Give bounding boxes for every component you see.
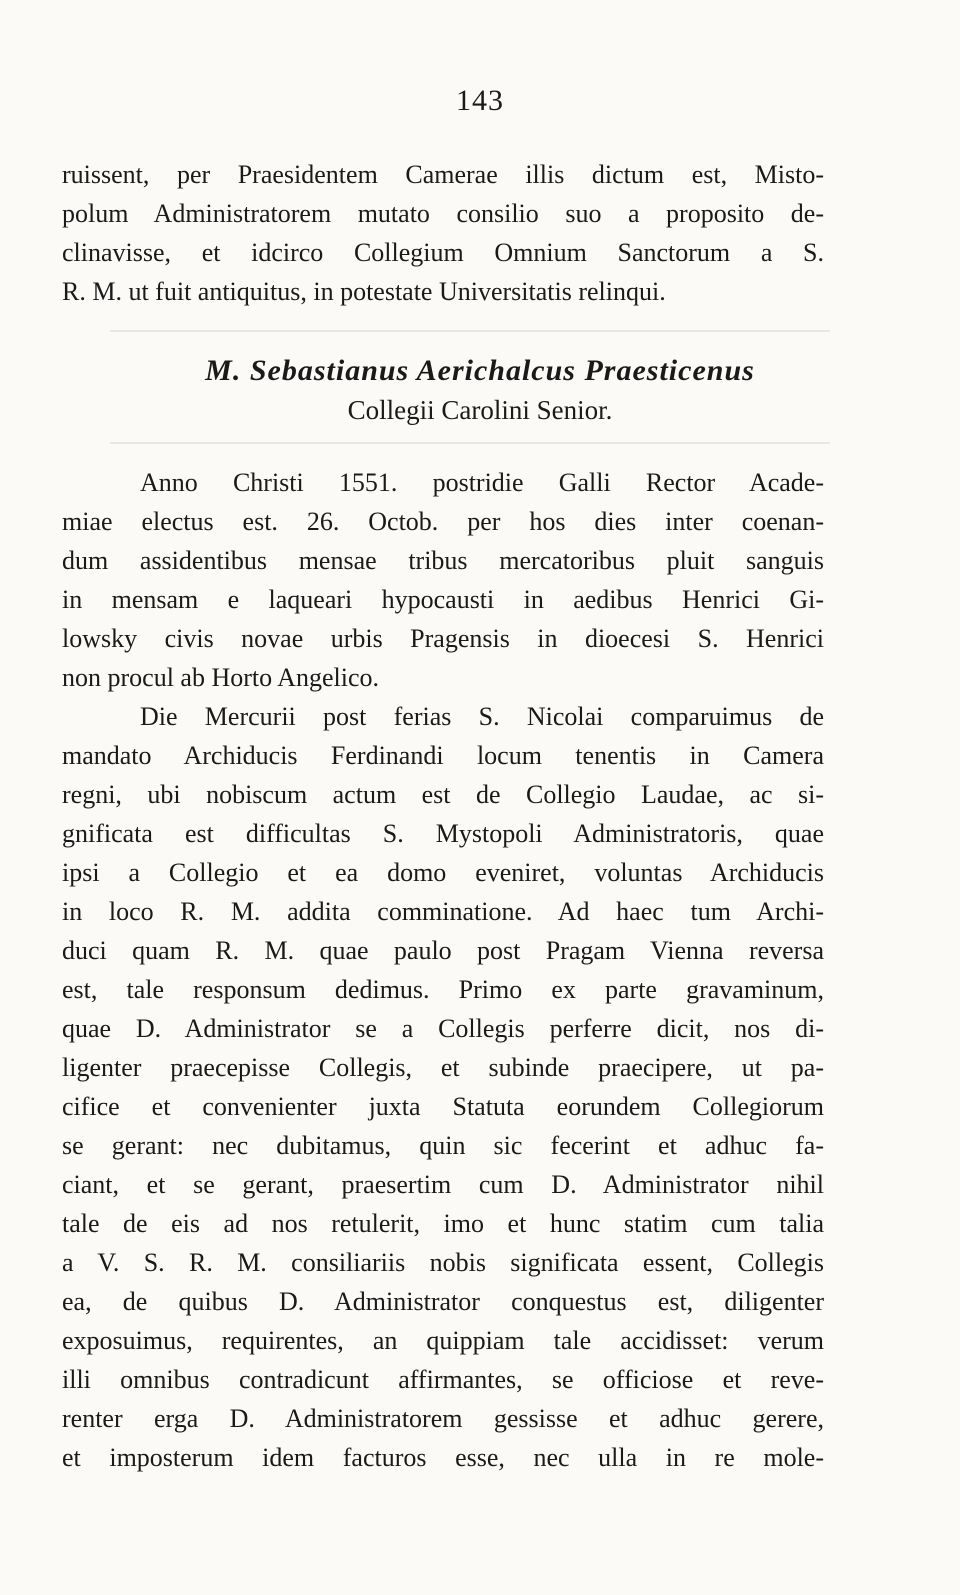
- text-line: ruissent, per Praesidentem Camerae illis dictum est, Misto-: [62, 160, 824, 189]
- page-number: 143: [456, 84, 504, 117]
- text-line: quae D. Administrator se a Collegis perferre dicit, nos di-: [62, 1014, 824, 1043]
- text-line: a V. S. R. M. consiliariis nobis significata essent, Collegis: [62, 1248, 824, 1277]
- text-line: se gerant: nec dubitamus, quin sic fecerint et adhuc fa-: [62, 1131, 824, 1160]
- text-line: non procul ab Horto Angelico.: [62, 663, 379, 692]
- text-line: gnificata est difficultas S. Mystopoli Administratoris, quae: [62, 819, 824, 848]
- text-line: polum Administratorem mutato consilio suo a proposito de-: [62, 199, 824, 228]
- text-line: in loco R. M. addita comminatione. Ad haec tum Archi-: [62, 897, 824, 926]
- section-heading: M. Sebastianus Aerichalcus Praesticenus: [205, 354, 755, 387]
- text-line: clinavisse, et idcirco Collegium Omnium Sanctorum a S.: [62, 238, 824, 267]
- text-line: R. M. ut fuit antiquitus, in potestate Universitatis relinqui.: [62, 277, 666, 306]
- text-line: lowsky civis novae urbis Pragensis in dioecesi S. Henrici: [62, 624, 824, 653]
- text-line: regni, ubi nobiscum actum est de Collegio Laudae, ac si-: [62, 780, 824, 809]
- section-subheading: Collegii Carolini Senior.: [347, 395, 613, 425]
- text-line: cifice et convenienter juxta Statuta eorundem Collegiorum: [62, 1092, 824, 1121]
- text-line: ea, de quibus D. Administrator conquestus est, diligenter: [62, 1287, 824, 1316]
- text-line: illi omnibus contradicunt affirmantes, se officiose et reve-: [62, 1365, 824, 1394]
- text-line: mandato Archiducis Ferdinandi locum tenentis in Camera: [62, 741, 824, 770]
- bleed-through-mark: [110, 330, 830, 332]
- text-line: exposuimus, requirentes, an quippiam tale accidisset: verum: [62, 1326, 824, 1355]
- text-line: in mensam e laqueari hypocausti in aedibus Henrici Gi-: [62, 585, 824, 614]
- text-line: tale de eis ad nos retulerit, imo et hunc statim cum talia: [62, 1209, 824, 1238]
- text-line: ligenter praecepisse Collegis, et subinde praecipere, ut pa-: [62, 1053, 824, 1082]
- text-line: ciant, et se gerant, praesertim cum D. Administrator nihil: [62, 1170, 824, 1199]
- text-line: ipsi a Collegio et ea domo eveniret, voluntas Archiducis: [62, 858, 824, 887]
- text-line: duci quam R. M. quae paulo post Pragam Vienna reversa: [62, 936, 824, 965]
- text-line: et imposterum idem facturos esse, nec ulla in re mole-: [62, 1443, 824, 1472]
- bleed-through-mark: [110, 442, 830, 444]
- text-line: est, tale responsum dedimus. Primo ex parte gravaminum,: [62, 975, 824, 1004]
- text-line: Anno Christi 1551. postridie Galli Rector Acade-: [140, 468, 824, 497]
- text-line: Die Mercurii post ferias S. Nicolai comparuimus de: [140, 702, 824, 731]
- text-line: miae electus est. 26. Octob. per hos dies inter coenan-: [62, 507, 824, 536]
- text-line: renter erga D. Administratorem gessisse et adhuc gerere,: [62, 1404, 824, 1433]
- text-line: dum assidentibus mensae tribus mercatoribus pluit sanguis: [62, 546, 824, 575]
